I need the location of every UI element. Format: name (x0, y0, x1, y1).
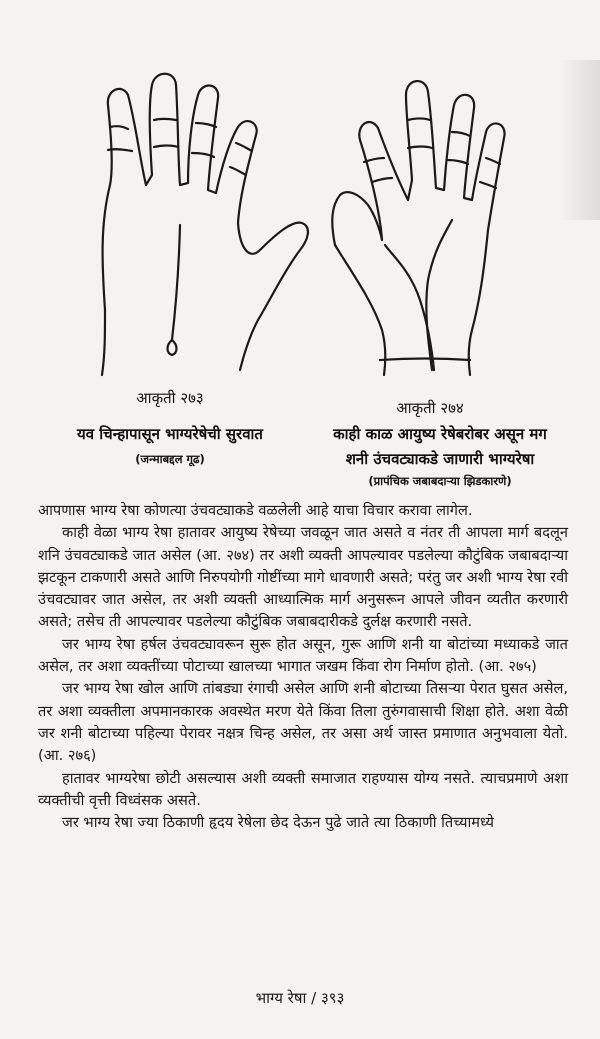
figure-274-title-line-1: काही काळ आयुष्य रेषेबरोबर असून मग (333, 425, 547, 443)
paragraph-4: जर भाग्य रेषा खोल आणि तांबड्या रंगाची असेल आणि शनी बोटाच्या तिसऱ्या पेरात घुसत असेल, तर अशा व्यक्तीला अपमानकारक अवस्थेत मरण येते किंवा तिला तुरुंगवासाची शिक्षा होते. अशा वेळी जर शनी बोटाच्या पहिल्या पेरावर नक्षत्र चिन्ह असेल, तर असा अर्थ जास्त प्रमाणात अनुभवाला येतो. (आ. २७६) (38, 680, 568, 765)
figure-274-subtitle: (प्रापंचिक जबाबदाऱ्या झिडकारणे) (368, 474, 512, 488)
paragraph-6: जर भाग्य रेषा ज्या ठिकाणी हृदय रेषेला छेद देऊन पुढे जाते त्या ठिकाणी तिच्यामध्ये (62, 814, 494, 832)
paragraph-3: जर भाग्य रेषा हर्षल उंचवट्यावरून सुरू होत असून, गुरू आणि शनी या बोटांच्या मध्याकडे जात असेल, तर अशा व्यक्तींच्या पोटाच्या खालच्या भागात जखम किंवा रोग निर्माण होतो. (आ. २७५) (38, 635, 568, 676)
figure-273-subtitle: (जन्माबद्दल गूढ) (135, 452, 205, 466)
figure-273-title: यव चिन्हापासून भाग्यरेषेची सुरवात (77, 425, 263, 443)
page-footer: भाग्य रेषा / ३९३ (255, 989, 345, 1007)
figure-274-title-line-2: शनी उंचवट्याकडे जाणारी भाग्यरेषा (345, 450, 535, 468)
figure-274-hand-drawing (320, 70, 580, 390)
figure-273-label: आकृती २७३ (136, 389, 204, 407)
figure-273-hand-drawing (80, 65, 320, 385)
body-text (38, 500, 568, 834)
paragraph-5: हातावर भाग्यरेषा छोटी असल्यास अशी व्यक्ती समाजात राहण्यास योग्य नसते. त्याचप्रमाणे अशा व्यक्तीची वृत्ती विध्वंसक असते. (38, 769, 568, 809)
paragraph-2: काही वेळा भाग्य रेषा हातावर आयुष्य रेषेच्या जवळून जात असते व नंतर ती आपला मार्ग बदलून शनि उंचवट्याकडे जात असेल (आ. २७४) तर अशी व्यक्ती आपल्यावर पडलेल्या कौटुंबिक जबाबदाऱ्या झटकून टाकणारी असते आणि निरुपयोगी गोष्टींच्या मागे धावणारी असते; परंतु जर अशी भाग्य रेषा रवी उंचवट्यावर जात असेल, तर अशी व्यक्ती आध्यात्मिक मार्ग अनुसरून आपले जीवन व्यतीत करणारी असते; तसेच ती आपल्यावर पडलेल्या कौटुंबिक जबाबदारीकडे दुर्लक्ष करणारी नसते. (38, 524, 568, 631)
paragraph-1: आपणास भाग्य रेषा कोणत्या उंचवट्याकडे वळलेली आहे याचा विचार करावा लागेल. (38, 502, 473, 519)
figure-274-label: आकृती २७४ (396, 399, 464, 417)
